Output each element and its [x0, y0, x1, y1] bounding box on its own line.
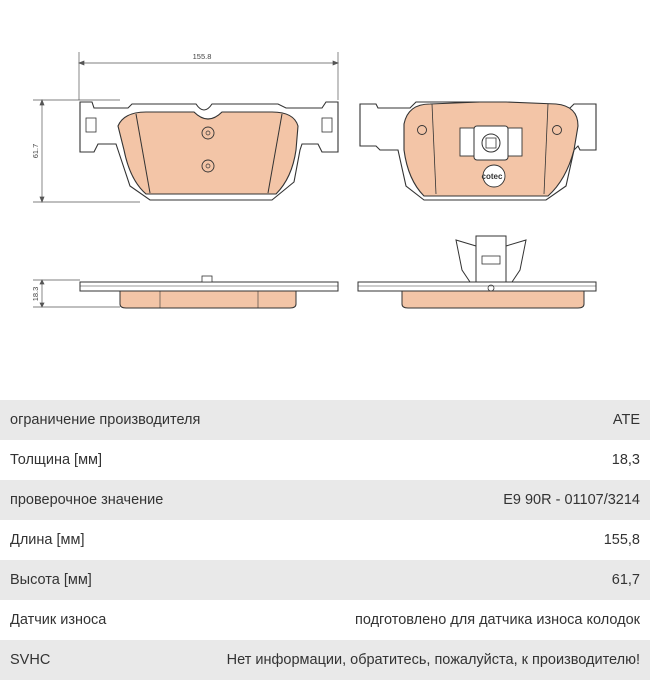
logo-text: cotec: [481, 172, 503, 181]
spec-row-manufacturer: [0, 400, 650, 440]
spec-label: Датчик износа: [10, 612, 107, 628]
specs-table: [0, 400, 650, 680]
spec-row-height: [0, 560, 650, 600]
spec-value: Нет информации, обратитесь, пожалуйста, к производителю!: [226, 652, 640, 668]
spec-label: Длина [мм]: [10, 532, 85, 548]
spec-value: 155,8: [603, 532, 640, 548]
spec-row-wear-sensor: [0, 600, 650, 640]
spec-value: ATE: [612, 412, 640, 428]
spec-value: подготовлено для датчика износа колодок: [354, 612, 640, 628]
height-dimension-label: 61.7: [31, 143, 40, 159]
spec-label: проверочное значение: [10, 492, 164, 508]
pad-back-view: [360, 102, 596, 200]
spec-label: Толщина [мм]: [10, 452, 103, 468]
pad-side-view-right: [358, 236, 596, 308]
spec-row-thickness: [0, 440, 650, 480]
spec-row-test-value: [0, 480, 650, 520]
spec-value: 18,3: [611, 452, 640, 468]
length-dimension-label: 155.8: [192, 52, 212, 61]
spec-label: Высота [мм]: [10, 572, 92, 588]
thickness-dimension-label: 18.3: [31, 286, 40, 302]
spec-label: ограничение производителя: [10, 412, 201, 428]
spec-row-length: [0, 520, 650, 560]
spec-row-svhc: [0, 640, 650, 680]
spec-value: E9 90R - 01107/3214: [503, 492, 640, 508]
pad-front-view: [80, 102, 338, 200]
pad-side-view-left: [80, 276, 338, 308]
spec-label: SVHC: [10, 652, 51, 668]
spec-value: 61,7: [611, 572, 640, 588]
